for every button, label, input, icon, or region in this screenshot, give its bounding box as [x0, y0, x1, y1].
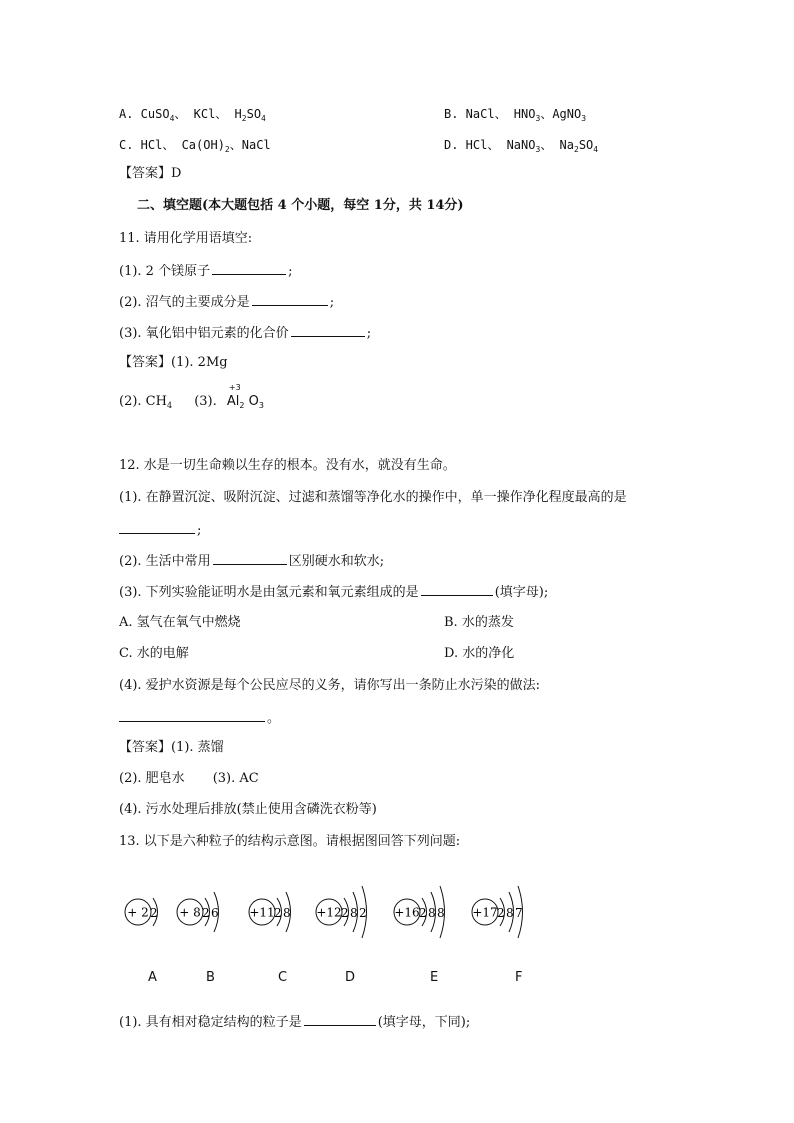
- nucleus-charge: +16: [394, 905, 420, 920]
- q12-option-a: A. 氢气在氧气中燃烧: [119, 615, 241, 630]
- answer-blank[interactable]: [212, 261, 286, 275]
- electron-count: 8: [437, 906, 445, 920]
- nucleus-charge: +11: [249, 905, 275, 920]
- electron-count: 7: [515, 906, 523, 920]
- atom-F: [472, 886, 523, 938]
- nucleus-charge: +12: [316, 905, 342, 920]
- electron-count: 2: [419, 906, 427, 920]
- option-b: B. NaCl、 $HNO_3$、AgNO$_3$: [444, 107, 587, 123]
- q12-part4-blank: 。: [119, 708, 280, 728]
- q12-part2: (2). 生活中常用 区别硬水和软水;: [119, 551, 384, 571]
- q12-stem: 12. 水是一切生命赖以生存的根本。没有水，就没有生命。: [119, 458, 456, 473]
- q12-answer4: (4). 污水处理后排放(禁止使用含磷洗衣粉等): [119, 802, 377, 817]
- answer-blank[interactable]: [119, 708, 265, 722]
- q11-part3: (3). 氧化铝中铝元素的化合价 ;: [119, 323, 371, 343]
- atom-E: [394, 886, 445, 938]
- q12-answer1: 【答案】(1). 蒸馏: [119, 740, 224, 755]
- nucleus-charge: + 8: [179, 905, 201, 920]
- nucleus-charge: +17: [472, 905, 498, 920]
- q12-answer2: (2). 肥皂水 (3). AC: [119, 771, 259, 786]
- electron-count: 6: [211, 906, 219, 920]
- atom-label: C: [278, 970, 288, 985]
- electron-count: 8: [428, 906, 436, 920]
- q11-answer2: (2). $CH_4$ (3). +3 $Al_2$ $O_3$: [119, 383, 264, 410]
- answer-blank[interactable]: [304, 1012, 376, 1026]
- answer-blank[interactable]: [252, 292, 328, 306]
- q12-option-d: D. 水的净化: [444, 646, 515, 661]
- electron-count: 2: [341, 906, 349, 920]
- atom-diagrams: [110, 862, 570, 962]
- atom-label: B: [206, 970, 215, 985]
- q12-part4: (4). 爱护水资源是每个公民应尽的义务，请你写出一条防止水污染的做法:: [119, 678, 541, 693]
- nucleus-charge: + 2: [127, 905, 149, 920]
- q11-answer1: 【答案】(1). 2Mg: [119, 355, 228, 370]
- option-d: D. HCl、 NaNO$_3$、 $Na_2SO_4$: [444, 138, 599, 154]
- answer-blank[interactable]: [119, 520, 195, 534]
- atom-label: E: [430, 970, 439, 985]
- answer-blank[interactable]: [213, 551, 287, 565]
- atom-A: [125, 898, 158, 926]
- atom-D: [316, 886, 367, 938]
- electron-count: 2: [274, 906, 282, 920]
- option-a: A. CuSO$_4$、 KCl、 $H_2SO_4$: [119, 107, 266, 123]
- electron-count: 2: [202, 906, 210, 920]
- atom-label: F: [515, 970, 523, 985]
- q12-part1: (1). 在静置沉淀、吸附沉淀、过滤和蒸馏等净化水的操作中，单一操作净化程度最高的是: [119, 490, 627, 505]
- q11-part2: (2). 沼气的主要成分是 ;: [119, 292, 334, 312]
- section-title: 二、填空题(本大题包括 4 个小题，每空 1分，共 14分): [137, 198, 464, 213]
- electron-count: 2: [359, 906, 367, 920]
- q12-option-b: B. 水的蒸发: [444, 615, 514, 630]
- q10-answer: 【答案】D: [119, 166, 182, 181]
- atom-C: [249, 892, 291, 932]
- electron-count: 8: [350, 906, 358, 920]
- atom-label: A: [148, 970, 157, 985]
- electron-count: 2: [497, 906, 505, 920]
- atom-label: D: [345, 970, 356, 985]
- electron-count: 2: [150, 906, 158, 920]
- atom-B: [177, 892, 219, 932]
- valence-formula: +3 $Al_2$ $O_3$: [226, 383, 264, 410]
- electron-count: 8: [283, 906, 291, 920]
- q12-option-c: C. 水的电解: [119, 646, 189, 661]
- q13-part1: (1). 具有相对稳定结构的粒子是 (填字母，下同);: [119, 1012, 470, 1032]
- answer-blank[interactable]: [291, 323, 365, 337]
- q12-part3: (3). 下列实验能证明水是由氢元素和氧元素组成的是 (填字母);: [119, 582, 548, 602]
- electron-count: 8: [506, 906, 514, 920]
- q13-stem: 13. 以下是六种粒子的结构示意图。请根据图回答下列问题:: [119, 834, 461, 849]
- q11-part1: (1). 2 个镁原子 ;: [119, 261, 292, 281]
- option-c: C. HCl、 $Ca(OH)_2$、NaCl: [119, 138, 271, 154]
- q11-stem: 11. 请用化学用语填空:: [119, 231, 253, 246]
- q12-part1-blank: ;: [119, 520, 201, 540]
- answer-blank[interactable]: [421, 582, 493, 596]
